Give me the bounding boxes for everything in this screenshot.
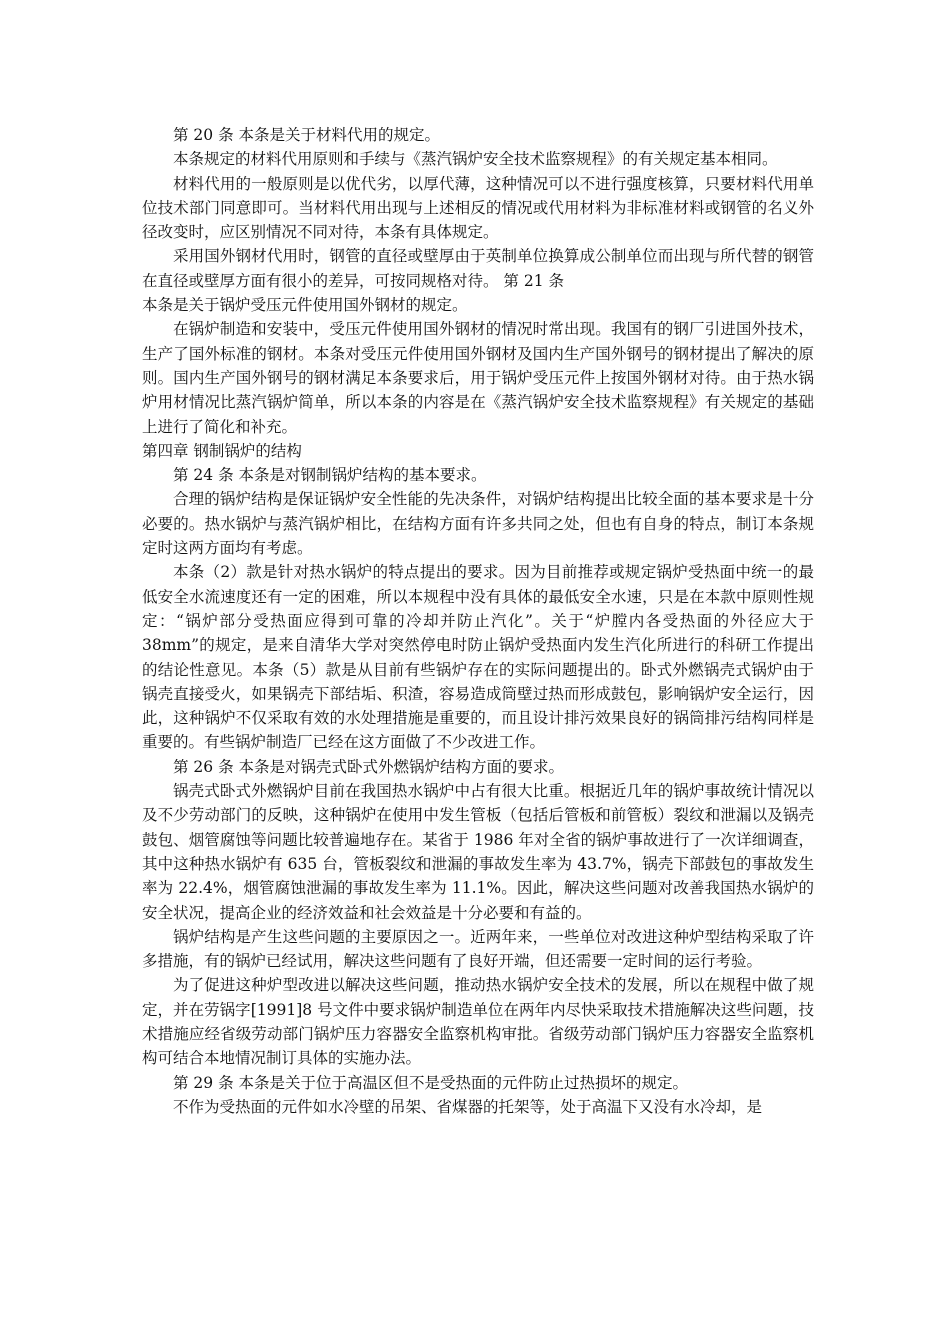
paragraph: 合理的锅炉结构是保证锅炉安全性能的先决条件，对锅炉结构提出比较全面的基本要求是十分必要的。热水锅炉与蒸汽锅炉相比，在结构方面有许多共同之处，但也有自身的特点，制订本条规定时这两方面均有考虑。: [142, 490, 814, 558]
chapter-heading: 第四章 钢制锅炉的结构: [142, 441, 302, 460]
paragraph: 为了促进这种炉型改进以解决这些问题，推动热水锅炉安全技术的发展，所以在规程中做了规定，并在劳锅字[1991]8 号文件中要求锅炉制造单位在两年内尽快采取技术措施解决这些问题，技术措施应经省级劳动部门锅炉压力容器安全监察机构审批。省级劳动部门锅炉压力容器安全监察机构可结合本地情况制订具体的实施办法。: [142, 976, 814, 1068]
paragraph: 本条是关于锅炉受压元件使用国外钢材的规定。: [142, 296, 468, 315]
paragraph: 本条规定的材料代用原则和手续与《蒸汽锅炉安全技术监察规程》的有关规定基本相同。: [173, 150, 778, 169]
paragraph: 第 20 条 本条是关于材料代用的规定。: [173, 126, 441, 144]
document-page: [142, 123, 814, 1119]
paragraph: 材料代用的一般原则是以优代劣，以厚代薄，这种情况可以不进行强度核算，只要材料代用单位技术部门同意即可。当材料代用出现与上述相反的情况或代用材料为非标准材料或钢管的名义外径改变时，应区别情况不同对待，本条有具体规定。: [142, 174, 814, 242]
paragraph: 锅炉结构是产生这些问题的主要原因之一。近两年来，一些单位对改进这种炉型结构采取了许多措施，有的锅炉已经试用，解决这些问题有了良好开端，但还需要一定时间的运行考验。: [142, 927, 814, 971]
paragraph: 第 24 条 本条是对钢制锅炉结构的基本要求。: [173, 466, 487, 485]
paragraph: 在锅炉制造和安装中，受压元件使用国外钢材的情况时常出现。我国有的钢厂引进国外技术，生产了国外标准的钢材。本条对受压元件使用国外钢材及国内生产国外钢号的钢材提出了解决的原则。国内生产国外钢号的钢材满足本条要求后，用于锅炉受压元件上按国外钢材对待。由于热水锅炉用材情况比蒸汽锅炉简单，所以本条的内容是在《蒸汽锅炉安全技术监察规程》有关规定的基础上进行了简化和补充。: [142, 320, 814, 436]
paragraph: 采用国外钢材代用时，钢管的直径或壁厚由于英制单位换算成公制单位而出现与所代替的钢管在直径或壁厚方面有很小的差异，可按同规格对待。 第 21 条: [142, 247, 814, 290]
paragraph: 第 26 条 本条是对锅壳式卧式外燃锅炉结构方面的要求。: [173, 757, 565, 776]
paragraph: 本条（2）款是针对热水锅炉的特点提出的要求。因为目前推荐或规定锅炉受热面中统一的最低安全水流速度还有一定的困难，所以本规程中没有具体的最低安全水速，只是在本款中原则性规定：“锅炉部分受热面应得到可靠的冷却并防止汽化”。关于“炉膛内各受热面的外径应大于 38mm”的规定，是来自清华大学对突然停电时防止锅炉受热面内发生汽化所进行的科研工作提出的结论性意见。本条（5）款是从目前有些锅炉存在的实际问题提出的。卧式外燃锅壳式锅炉由于锅壳直接受火，如果锅壳下部结垢、积渣，容易造成筒壁过热而形成鼓包，影响锅炉安全运行，因此，这种锅炉不仅采取有效的水处理措施是重要的，而且设计排污效果良好的锅筒排污结构同样是重要的。有些锅炉制造厂已经在这方面做了不少改进工作。: [142, 563, 814, 752]
paragraph: 锅壳式卧式外燃锅炉目前在我国热水锅炉中占有很大比重。根据近几年的锅炉事故统计情况以及不少劳动部门的反映，这种锅炉在使用中发生管板（包括后管板和前管板）裂纹和泄漏以及锅壳鼓包、烟管腐蚀等问题比较普遍地存在。某省于 1986 年对全省的锅炉事故进行了一次详细调查，其中这种热水锅炉有 635 台，管板裂纹和泄漏的事故发生率为 43.7%，锅壳下部鼓包的事故发生率为 22.4%，烟管腐蚀泄漏的事故发生率为 11.1%。因此，解决这些问题对改善我国热水锅炉的安全状况，提高企业的经济效益和社会效益是十分必要和有益的。: [142, 782, 814, 922]
paragraph: 不作为受热面的元件如水冷壁的吊架、省煤器的托架等，处于高温下又没有水冷却，是: [173, 1097, 763, 1116]
paragraph: 第 29 条 本条是关于位于高温区但不是受热面的元件防止过热损坏的规定。: [173, 1073, 689, 1092]
